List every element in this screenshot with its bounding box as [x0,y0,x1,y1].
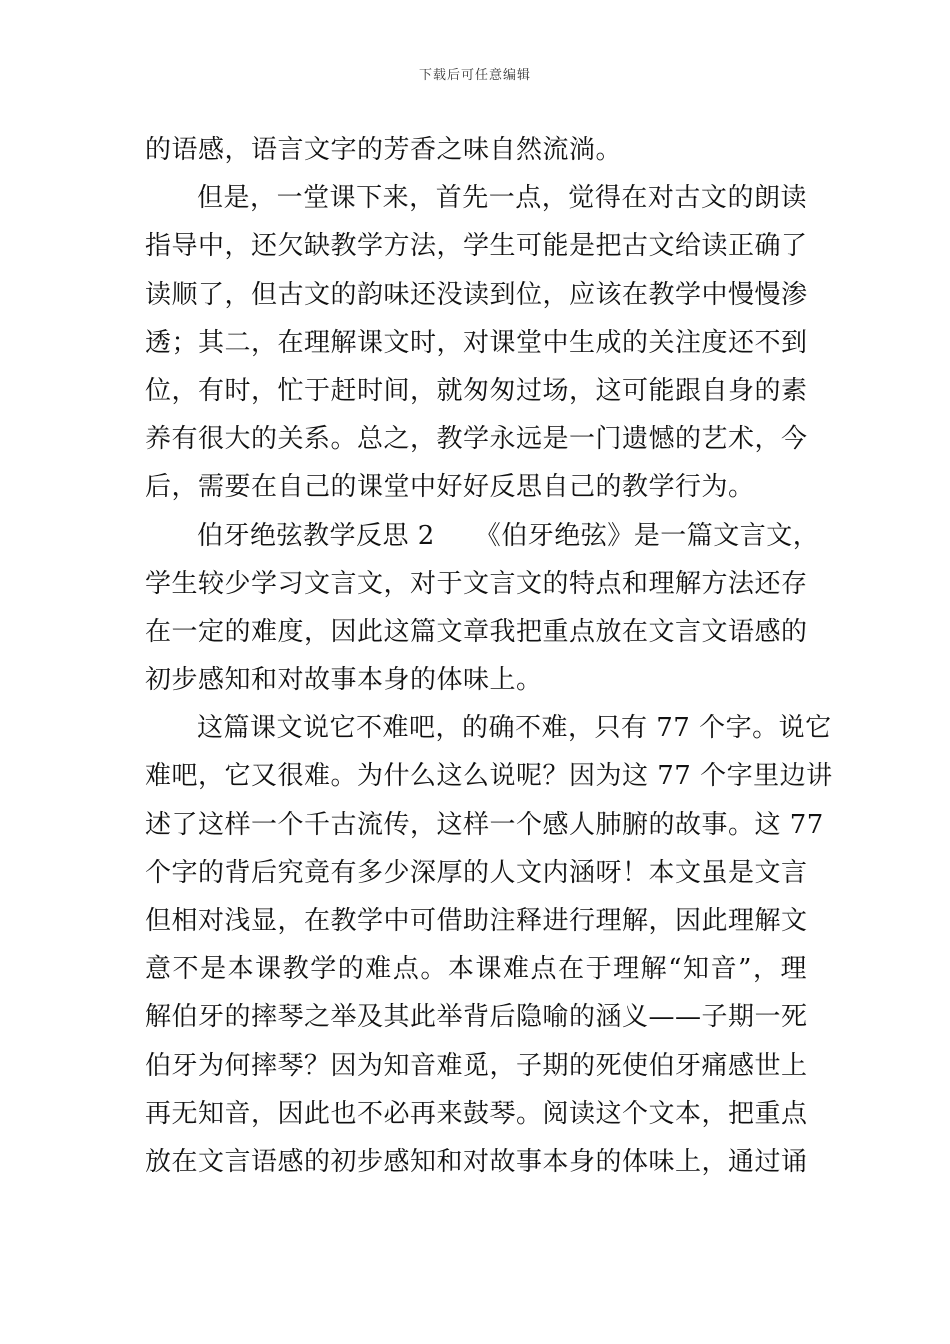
page-header-note: 下载后可任意编辑 [418,68,531,83]
text-line: 难吧，它又很难。为什么这么说呢？因为这 77 个字里边讲 [145,761,833,792]
text-line: 意不是本课教学的难点。本课难点在于理解“知音”，理 [145,954,807,985]
text-line: 述了这样一个千古流传，这样一个感人肺腑的故事。这 77 [145,809,824,840]
text-line: 位，有时，忙于赶时间，就匆匆过场，这可能跟自身的素 [145,375,808,406]
paragraph-first-line: 但是，一堂课下来，首先一点，觉得在对古文的朗读 [197,183,807,214]
text-line: 解伯牙的摔琴之举及其此举背后隐喻的涵义——子期一死 [145,1002,808,1033]
text-line: 伯牙为何摔琴？因为知音难觅，子期的死使伯牙痛感世上 [145,1050,808,1081]
text-line: 读顺了，但古文的韵味还没读到位，应该在教学中慢慢渗 [145,279,808,310]
text-line: 后，需要在自己的课堂中好好反思自己的教学行为。 [145,472,755,503]
text-line: 养有很大的关系。总之，教学永远是一门遗憾的艺术，今 [145,424,808,455]
text-line: 学生较少学习文言文，对于文言文的特点和理解方法还存 [145,568,808,599]
document-body [145,126,833,1186]
text-line: 指导中，还欠缺教学方法，学生可能是把古文给读正确了 [145,231,808,262]
section-heading-line: 伯牙绝弦教学反思 2 《伯牙绝弦》是一篇文言文， [197,520,820,551]
text-line: 在一定的难度，因此这篇文章我把重点放在文言文语感的 [145,616,808,647]
paragraph-first-line: 这篇课文说它不难吧，的确不难，只有 77 个字。说它 [197,713,832,744]
text-line: 初步感知和对故事本身的体味上。 [145,665,543,696]
text-line: 再无知音，因此也不必再来鼓琴。阅读这个文本，把重点 [145,1098,808,1129]
text-line: 但相对浅显，在教学中可借助注释进行理解，因此理解文 [145,906,808,936]
text-line: 个字的背后究竟有多少深厚的人文内涵呀！本文虽是文言 [145,857,808,888]
text-line: 透；其二，在理解课文时，对课堂中生成的关注度还不到 [145,327,808,358]
text-line: 放在文言语感的初步感知和对故事本身的体味上，通过诵 [145,1146,808,1177]
text-line: 的语感，语言文字的芳香之味自然流淌。 [145,135,623,165]
